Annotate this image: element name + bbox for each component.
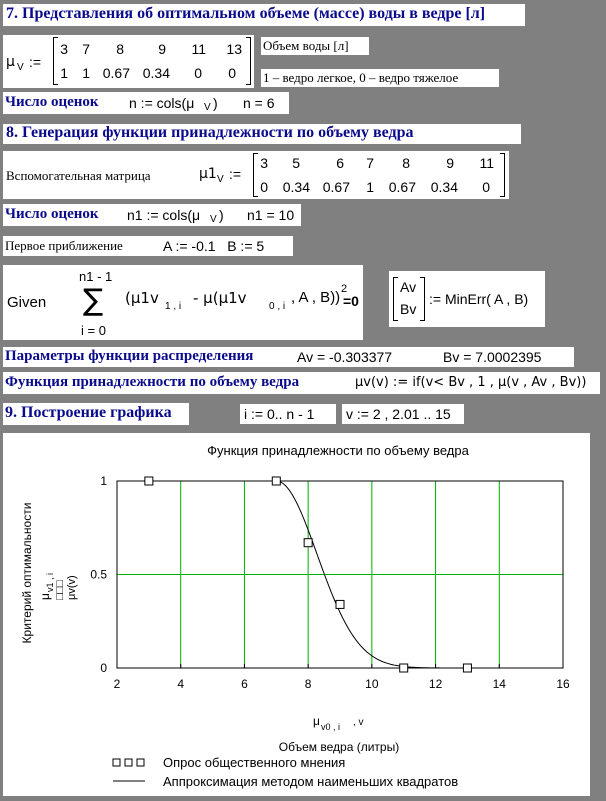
matrix-cell: 0: [194, 65, 202, 81]
matrix-cell: 11: [191, 41, 206, 57]
matrix-cell: 3: [260, 155, 268, 171]
count-expression: n := cols(μ: [129, 95, 195, 111]
membership-chart: [3, 433, 590, 796]
x-tick-labels: [114, 677, 570, 691]
x-tick-label: 14: [492, 677, 506, 691]
x-tick-label: 4: [177, 677, 185, 691]
survey-point: [400, 664, 408, 672]
x-tick-label: 16: [556, 677, 570, 691]
matrix-cell: 11: [479, 155, 494, 171]
section9-header: [3, 403, 189, 425]
matrix-cell: 0.34: [430, 179, 458, 195]
sum-args: , A , B)): [291, 289, 341, 306]
count-expression-sub: V: [204, 102, 211, 113]
given-keyword: Given: [7, 294, 47, 311]
range-i: [240, 404, 336, 424]
section8-title: 8. Генерация функции принадлежности по объему ведра: [6, 124, 414, 141]
y-tick-label: 0.5: [90, 567, 107, 582]
av-result: Av = -0.303377: [297, 349, 393, 365]
param-vector: [393, 277, 425, 321]
count-expression: n1 := cols(μ: [127, 207, 201, 223]
matrix-cell: 1: [82, 65, 90, 81]
volume-note: [261, 37, 369, 55]
given-block: [3, 265, 363, 340]
legend-square-icon: [125, 759, 132, 766]
y-tick-labels: [90, 474, 107, 675]
matrix-cell: 9: [446, 155, 454, 171]
matrix-cell: 8: [116, 41, 124, 57]
muv-matrix: [53, 37, 251, 85]
mu1v-subscript: V: [217, 174, 224, 185]
x-tick-label: 8: [304, 677, 312, 691]
x-tick-label: 12: [428, 677, 443, 691]
matrix-cell: 9: [158, 41, 166, 57]
legend-square-icon: [137, 759, 144, 766]
sum-term-1-sub: 1 , i: [165, 301, 182, 312]
matrix-cell: 0.34: [142, 65, 170, 81]
count-label: Число оценок: [5, 94, 99, 110]
matrix-cell: 5: [292, 155, 300, 171]
x-tick-label: 10: [365, 677, 379, 691]
func-row: [3, 372, 600, 394]
survey-point: [463, 664, 471, 672]
survey-point: [304, 539, 312, 547]
muv-symbol: μ: [6, 54, 15, 70]
matrix-cell: 6: [336, 155, 344, 171]
vector-bv: Bv: [400, 301, 417, 317]
x-expr-sep: , v: [353, 717, 364, 728]
matrix-cell: 0.67: [388, 179, 416, 195]
survey-point: [145, 477, 153, 485]
muv-matrix-block: [3, 35, 254, 88]
count-row-8: [3, 204, 301, 226]
survey-point: [272, 477, 280, 485]
assign-operator: :=: [29, 54, 42, 70]
matrix-cell: 7: [82, 41, 90, 57]
bv-result: Bv = 7.0002395: [443, 349, 542, 365]
legend-square-icon: [113, 759, 120, 766]
x-expr-mu-sub: v0 , i: [321, 722, 341, 732]
sum-upper-limit: n1 - 1: [79, 269, 113, 284]
y-axis-side-label: Критерий оптимальности: [20, 502, 34, 644]
sum-lower-limit: i = 0: [81, 323, 106, 338]
aux-matrix-label: Вспомогательная матрица: [6, 168, 151, 183]
range-i-expr: i := 0.. n - 1: [244, 406, 315, 422]
matrix-cell: 0.34: [282, 179, 310, 195]
func-expr: μv(v) := if(v< Bv , 1 , μ(v , Av , Bv)): [355, 375, 587, 390]
mu1v-symbol: μ1: [199, 166, 217, 182]
matrix-cell: 0: [482, 179, 490, 195]
muv-subscript: V: [17, 62, 24, 73]
mu1v-matrix: [253, 153, 505, 197]
x-axis-label: Объем ведра (литры): [278, 740, 400, 754]
matrix-cell: 0.67: [322, 179, 350, 195]
y-tick-label: 1: [100, 474, 107, 488]
matrix-cell: 7: [366, 155, 374, 171]
chart-grid: [117, 481, 563, 668]
matrix-cell: 1: [60, 65, 68, 81]
section7-header: [3, 4, 525, 26]
vector-av: Av: [400, 279, 417, 295]
section8-header: [3, 124, 521, 144]
section7-title: 7. Представления об оптимальном объеме (массе) воды в ведре [л]: [6, 5, 486, 22]
sum-term-2: - μ(μ1v: [193, 289, 247, 307]
minerr-expr: := MinErr( A , B): [429, 291, 529, 307]
x-tick-label: 6: [241, 677, 248, 691]
matrix-cell: 0: [228, 65, 236, 81]
legend-item-survey: Опрос общественного мнения: [163, 755, 346, 770]
count-expression-sub: V: [210, 214, 217, 225]
x-tick-label: 2: [113, 677, 121, 691]
count-expression-end: ): [219, 207, 224, 223]
bucket-note: [261, 69, 499, 87]
chart-title: Функция принадлежности по объему ведра: [207, 443, 469, 458]
matrix-cell: 3: [60, 41, 68, 57]
func-label: Функция принадлежности по объему ведра: [5, 374, 300, 390]
first-approx-expr: A := -0.1 B := 5: [163, 238, 265, 254]
x-expr-mu: μ: [313, 714, 320, 728]
matrix-cell: 1: [366, 179, 374, 195]
params-label: Параметры функции распределения: [5, 348, 254, 364]
y-expr-squares: □□□: [54, 580, 66, 600]
chart-legend: [113, 755, 458, 789]
sum-equals: =0: [343, 293, 359, 309]
count-expression-end: ): [213, 95, 218, 111]
first-approx-row: [3, 236, 293, 256]
sum-term-1: (μ1v: [125, 289, 159, 307]
assign-operator: :=: [229, 166, 242, 182]
matrix-cell: 0.67: [102, 65, 130, 81]
legend-item-approximation: Аппроксимация методом наименьших квадратов: [163, 774, 459, 789]
volume-note-text: Объем воды [л]: [263, 38, 349, 53]
count-row-7: [3, 92, 289, 114]
matrix-cell: 0: [260, 179, 268, 195]
y-axis-expression: [38, 573, 78, 600]
survey-point: [336, 600, 344, 608]
aux-matrix-block: [3, 151, 509, 199]
count-result: n = 6: [243, 95, 275, 111]
params-row: [3, 347, 574, 367]
sum-sigma-icon: ∑: [83, 283, 104, 318]
range-v-expr: v := 2 , 2.01 .. 15: [346, 406, 451, 422]
matrix-cell: 8: [402, 155, 410, 171]
y-tick-label: 0: [100, 661, 107, 675]
y-expr-mu-sub: v1 , i: [45, 572, 55, 592]
matrix-cell: 13: [226, 41, 242, 57]
section9-title: 9. Построение графика: [5, 404, 172, 421]
y-expr-mu: μ: [38, 593, 52, 600]
range-v: [342, 404, 464, 424]
bucket-note-text: 1 – ведро легкое, 0 – ведро тяжелое: [263, 70, 459, 85]
chart-panel: [3, 433, 590, 796]
count-label: Число оценок: [5, 206, 99, 222]
count-result: n1 = 10: [247, 207, 295, 223]
sum-term-2-sub: 0 , i: [269, 301, 286, 312]
y-expr-func: μv(v): [66, 575, 78, 600]
sum-square: 2: [341, 283, 348, 295]
minerr-block: [389, 271, 545, 327]
first-approx-label: Первое приближение: [5, 238, 123, 253]
